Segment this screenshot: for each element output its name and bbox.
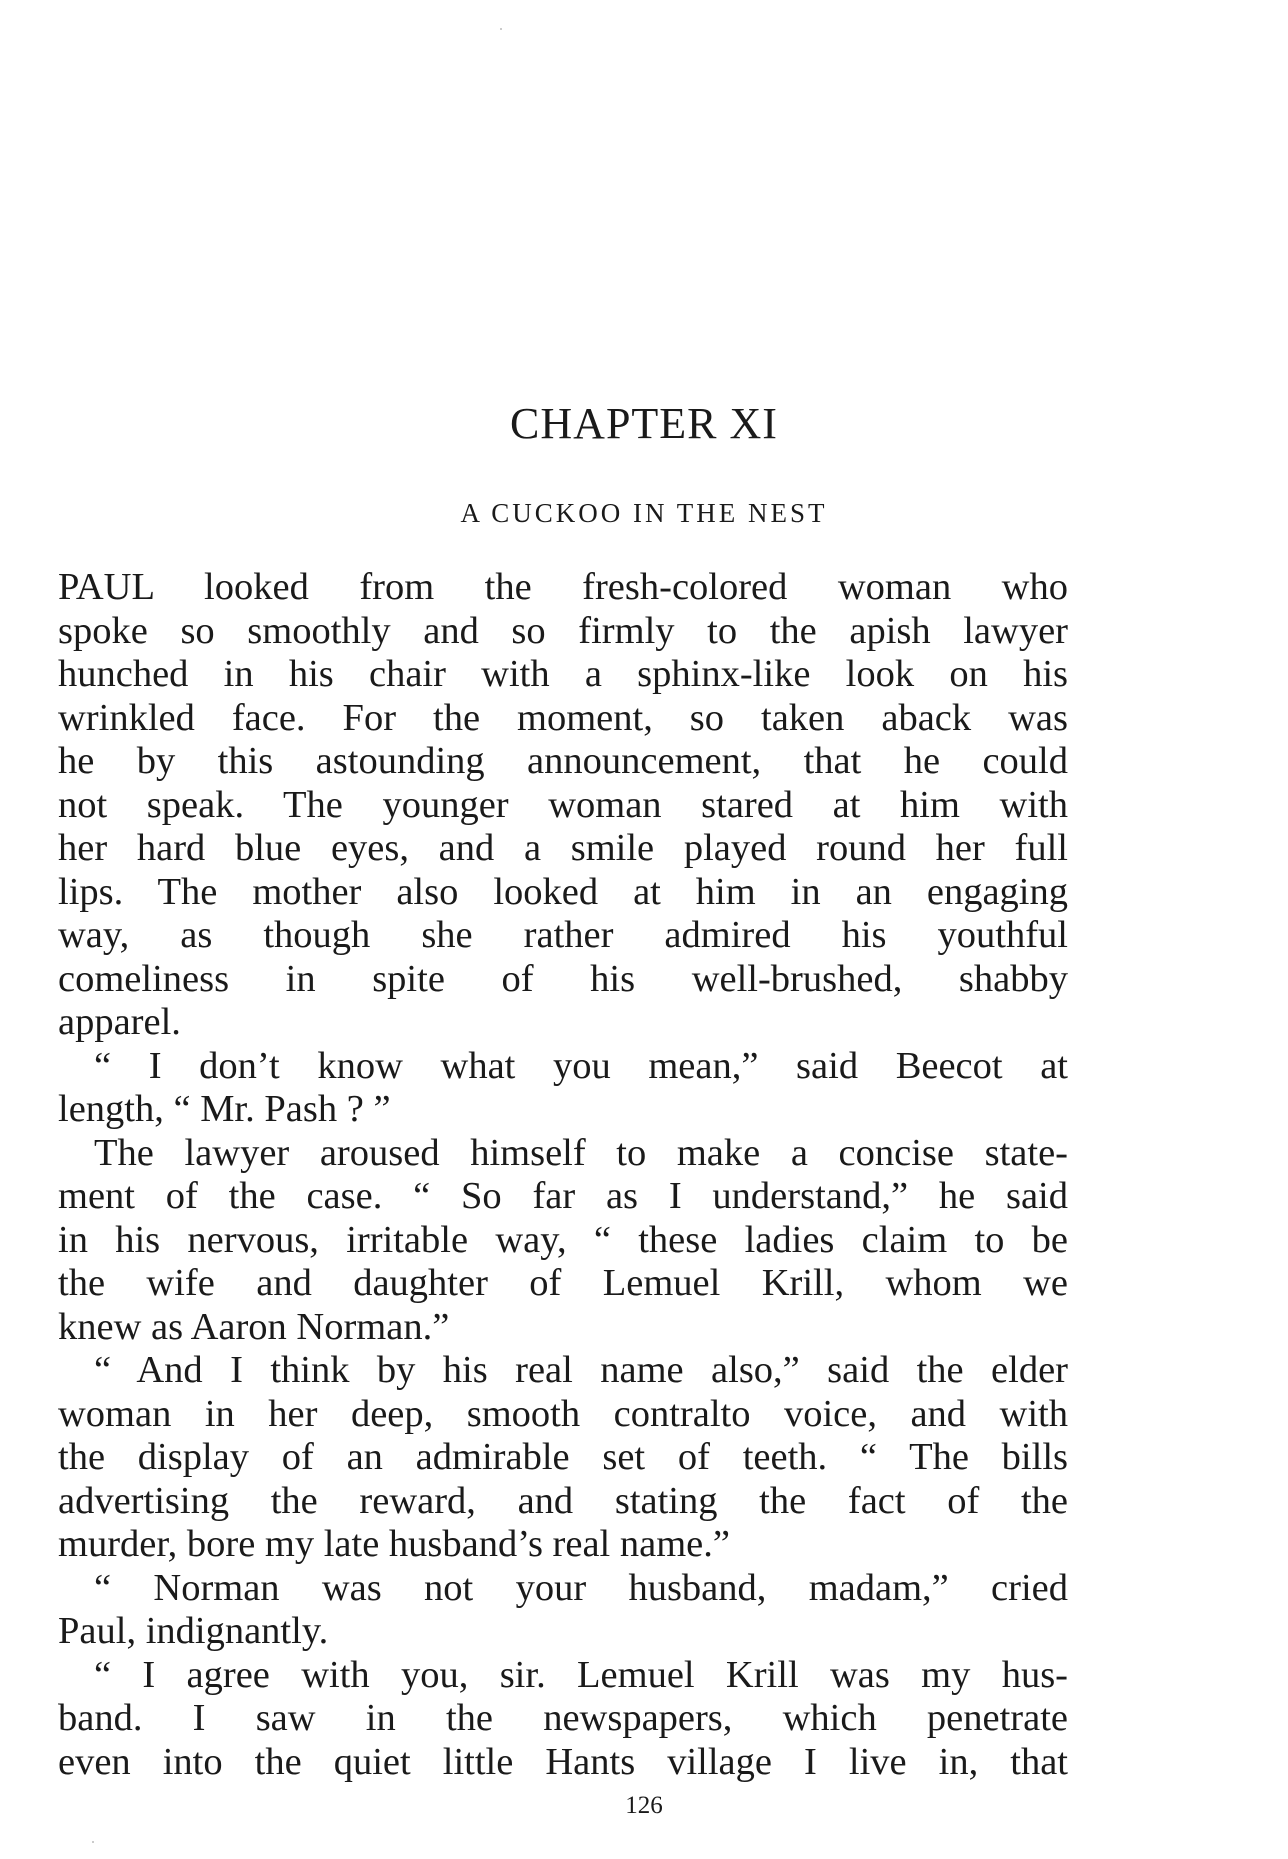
text-line: not speak. The younger woman stared at him with <box>58 783 1068 826</box>
text-line: way, as though she rather admired his youthful <box>58 914 1068 956</box>
page-number: 126 <box>625 1792 663 1819</box>
text-line: the wife and daughter of Lemuel Krill, whom we <box>58 1262 1068 1304</box>
scan-speck <box>500 28 502 30</box>
text-line: “ And I think by his real name also,” said the elder <box>94 1349 1068 1391</box>
text-line: spoke so smoothly and so firmly to the apish lawyer <box>58 609 1068 652</box>
text-line: apparel. <box>58 1001 181 1043</box>
text-line: advertising the reward, and stating the fact of the <box>58 1479 1068 1522</box>
text-line: ment of the case. “ So far as I understand,” he said <box>58 1175 1068 1217</box>
text-line: “ I don’t know what you mean,” said Beecot at <box>94 1044 1068 1087</box>
text-line: even into the quiet little Hants village I live in, that <box>58 1740 1068 1783</box>
text-line: length, “ Mr. Pash ? ” <box>58 1088 391 1130</box>
chapter-title: CHAPTER XI <box>510 399 778 448</box>
text-line: the display of an admirable set of teeth. “ The bills <box>58 1436 1068 1478</box>
scan-speck <box>92 1841 94 1843</box>
text-line: The lawyer aroused himself to make a concise state- <box>94 1131 1068 1174</box>
text-line: hunched in his chair with a sphinx-like look on his <box>58 653 1068 695</box>
text-line: knew as Aaron Norman.” <box>58 1305 450 1348</box>
text-line: “ Norman was not your husband, madam,” cried <box>94 1566 1068 1609</box>
chapter-body-text <box>58 566 1068 1784</box>
text-line: band. I saw in the newspapers, which penetrate <box>58 1697 1068 1739</box>
text-line: “ I agree with you, sir. Lemuel Krill was my hus- <box>94 1653 1068 1696</box>
chapter-subtitle: A CUCKOO IN THE NEST <box>460 498 828 528</box>
text-line: lips. The mother also looked at him in an engaging <box>58 870 1068 913</box>
text-line: wrinkled face. For the moment, so taken aback was <box>58 696 1068 739</box>
text-line: murder, bore my late husband’s real name.” <box>58 1523 730 1565</box>
text-line: in his nervous, irritable way, “ these ladies claim to be <box>58 1218 1068 1261</box>
text-line: PAUL looked from the fresh-colored woman who <box>58 566 1068 608</box>
text-line: her hard blue eyes, and a smile played round her full <box>58 827 1068 869</box>
text-line: comeliness in spite of his well-brushed, shabby <box>58 957 1068 1000</box>
text-line: Paul, indignantly. <box>58 1610 329 1652</box>
text-line: woman in her deep, smooth contralto voice, and with <box>58 1392 1068 1435</box>
text-line: he by this astounding announcement, that he could <box>58 740 1068 782</box>
